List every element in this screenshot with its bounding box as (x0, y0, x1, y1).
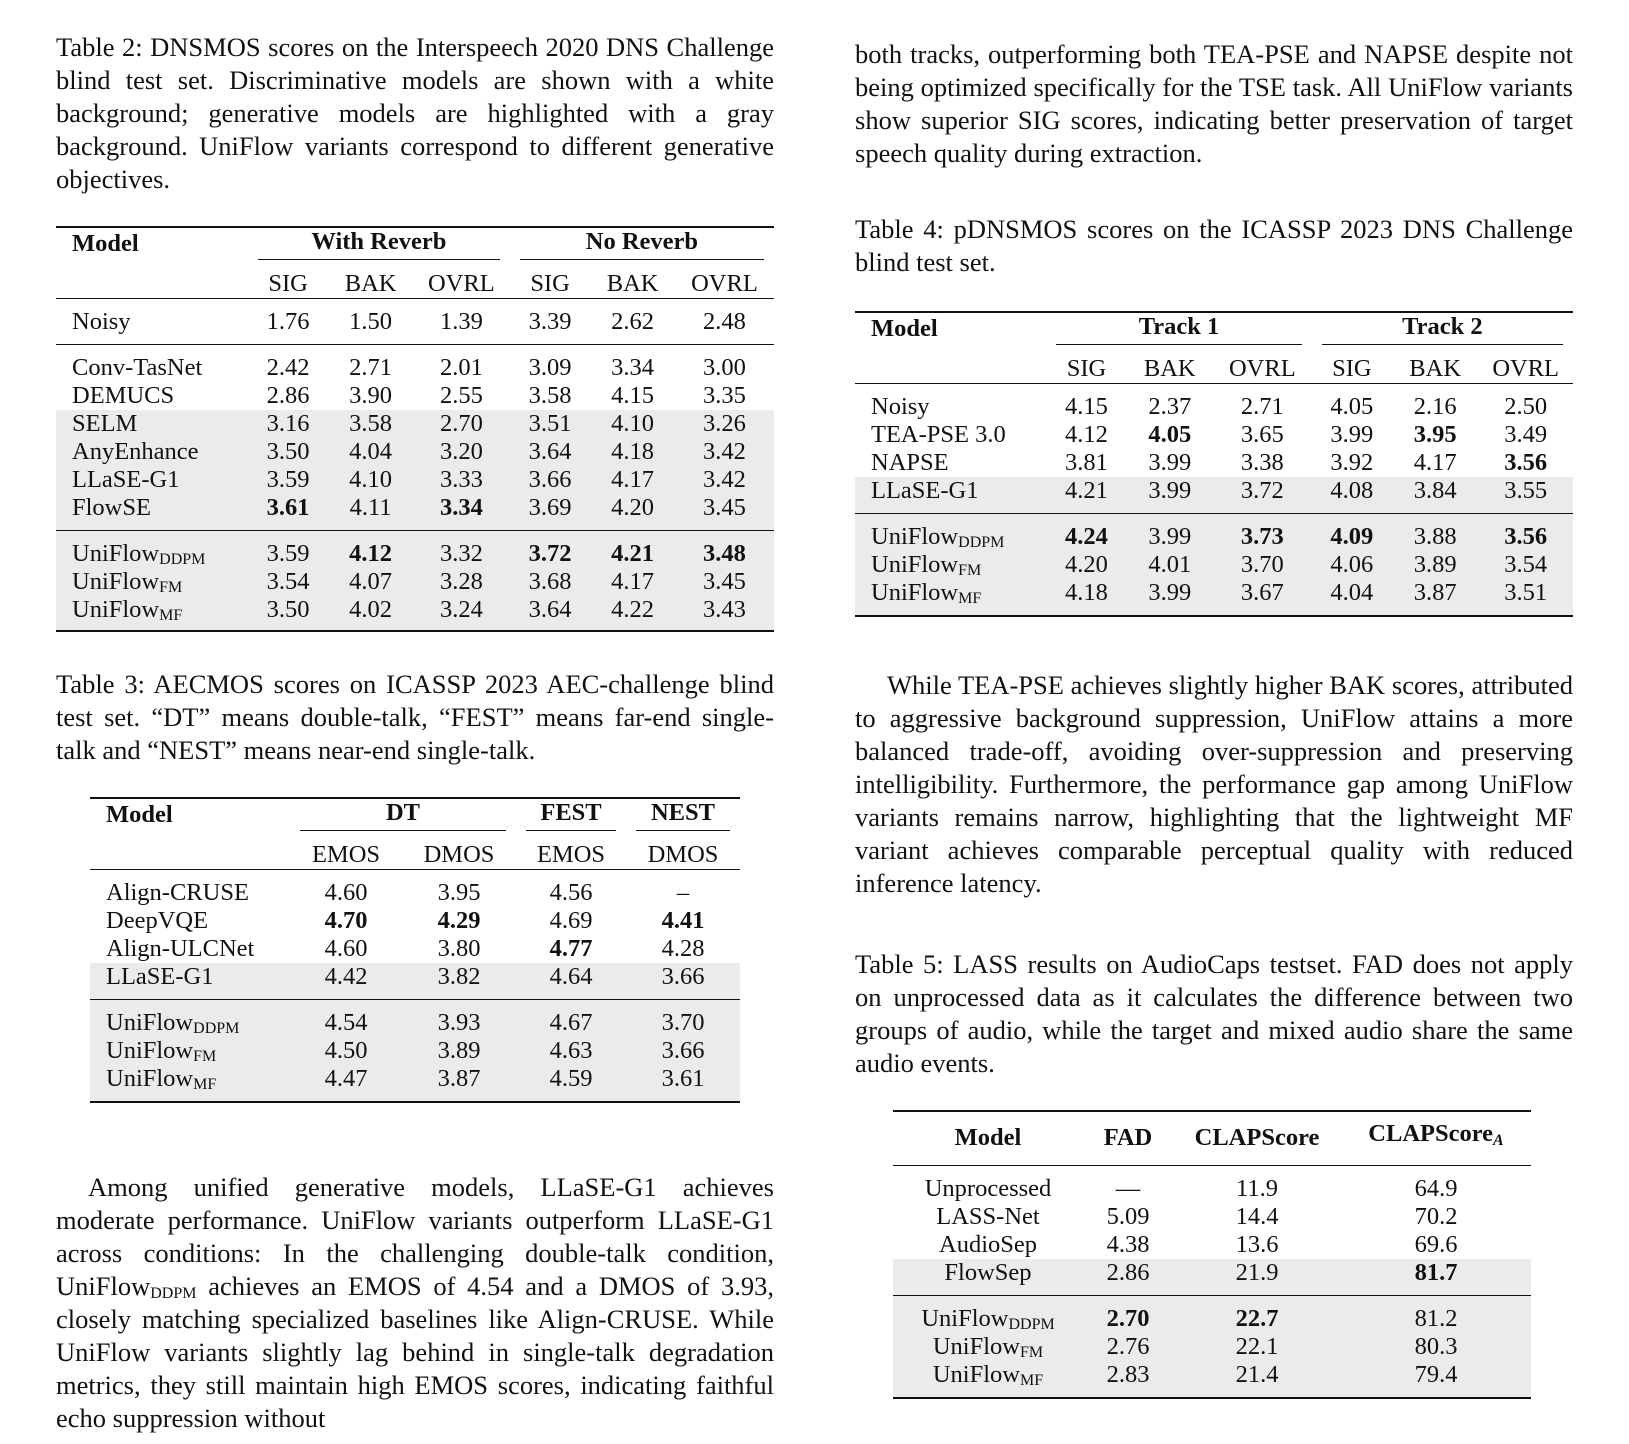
table-cell: 3.81 (1065, 449, 1108, 476)
table-cell: 4.22 (590, 596, 675, 631)
table-row (893, 1296, 1531, 1334)
table2-col-sig: SIG (268, 270, 308, 297)
table-cell: 70.2 (1414, 1203, 1458, 1230)
table-cell: 4.54 (290, 1000, 402, 1038)
table-cell: 3.24 (413, 596, 510, 631)
table2-group-with-reverb: With Reverb (248, 227, 510, 260)
table-cell: 64.9 (1414, 1175, 1458, 1202)
table-cell: 4.17 (590, 466, 675, 494)
table-cell: 4.18 (590, 438, 675, 466)
table-cell: 3.95 (437, 879, 481, 906)
table5-col-model: Model (954, 1123, 1022, 1151)
table-cell: 4.11 (328, 494, 413, 531)
table-cell: 69.6 (1414, 1231, 1458, 1258)
table-cell: 3.66 (510, 466, 590, 494)
table-cell: 4.77 (549, 935, 593, 962)
table-row (90, 1000, 740, 1038)
table2-col-bak: BAK (344, 270, 397, 297)
left-column (56, 0, 774, 1435)
table-cell: 3.67 (1213, 579, 1312, 616)
table-cell: 3.92 (1330, 449, 1374, 476)
table-cell: 3.34 (413, 494, 510, 531)
table-cell: 4.42 (290, 963, 402, 1000)
table-cell: 4.17 (590, 568, 675, 596)
table-row (56, 568, 774, 596)
model-name: AnyEnhance (56, 438, 248, 466)
table-cell: 3.28 (413, 568, 510, 596)
table-row (56, 299, 774, 345)
table-cell: 2.62 (611, 308, 655, 335)
table-row (855, 551, 1573, 579)
table-cell: 4.12 (1065, 421, 1108, 448)
table-cell: 3.90 (349, 382, 393, 409)
table-cell: 3.73 (1213, 514, 1312, 552)
table4-col-bak: BAK (1143, 355, 1196, 382)
table-cell: 2.70 (413, 410, 510, 438)
table-cell: 4.17 (1413, 449, 1457, 476)
table-cell: 3.35 (703, 382, 746, 409)
table4-col-model: Model (871, 315, 938, 342)
table-row (56, 382, 774, 410)
table-cell: 4.01 (1127, 551, 1213, 579)
table-cell: 2.76 (1083, 1333, 1173, 1361)
table-cell: 14.4 (1235, 1203, 1279, 1230)
table-cell: 4.05 (1148, 421, 1192, 448)
table-row (855, 449, 1573, 477)
table-row (90, 935, 740, 963)
table-cell: 3.56 (1504, 449, 1548, 476)
table-row (855, 514, 1573, 552)
table-cell: 3.51 (510, 410, 590, 438)
table5-caption: Table 5: LASS results on AudioCaps testset. FAD does not apply on unprocessed data as it calculates the difference between two groups of audio, while the target and mixed audio share the same audio events. (855, 949, 1573, 1078)
model-name: UniFlow$_{DDPM}$ (893, 1296, 1083, 1334)
model-name: Align-ULCNet (106, 935, 255, 962)
table-cell: 13.6 (1235, 1231, 1279, 1258)
model-name: Conv-TasNet (72, 354, 203, 381)
table4-group-track2: Track 2 (1312, 312, 1573, 345)
table-cell: 4.10 (328, 466, 413, 494)
table-cell: 3.48 (675, 531, 774, 569)
model-name: Noisy (871, 393, 930, 420)
table2-header-row-1 (56, 227, 774, 260)
table-cell: 3.42 (675, 466, 774, 494)
model-name: UniFlow$_{MF}$ (90, 1065, 290, 1102)
table-row (90, 870, 740, 908)
table-cell: 3.45 (675, 494, 774, 531)
table5-col-clapscore-a: CLAPScoreA (1368, 1120, 1504, 1149)
table2-caption: Table 2: DNSMOS scores on the Interspeech 2020 DNS Challenge blind test set. Discriminative models are shown with a white background; generative models are highlighted with a gray background. UniFlow variants correspond to different generative objectives. (56, 32, 774, 194)
model-name: UniFlow$_{FM}$ (90, 1037, 290, 1065)
table-cell: 3.20 (413, 438, 510, 466)
table-cell: 3.80 (437, 935, 481, 962)
table-row (893, 1203, 1531, 1231)
table-cell: 3.64 (510, 596, 590, 631)
model-name: UniFlow$_{MF}$ (855, 579, 1046, 616)
table-cell: 4.18 (1046, 579, 1126, 616)
table-cell: 3.54 (1478, 551, 1573, 579)
table3-group-fest: FEST (516, 798, 626, 831)
table-cell: 21.9 (1173, 1259, 1341, 1296)
table4-header-row-1 (855, 312, 1573, 345)
table-cell: 79.4 (1341, 1361, 1531, 1398)
right-body-top: both tracks, outperforming both TEA-PSE and NAPSE despite not being optimized specifically for the TSE task. All UniFlow variants show superior SIG scores, indicating better preservation of target speech quality during extraction. (855, 39, 1573, 168)
model-name: FlowSE (56, 494, 248, 531)
table2 (56, 226, 774, 632)
table4-header-row-2 (855, 345, 1573, 384)
table-cell: 2.55 (439, 382, 483, 409)
table-cell: 4.05 (1330, 393, 1374, 420)
table-row (855, 384, 1573, 422)
table-cell: 3.93 (402, 1000, 516, 1038)
table-row (90, 963, 740, 1000)
table4-col-ovrl-2: OVRL (1492, 355, 1560, 382)
model-name: Align-CRUSE (106, 879, 249, 906)
table-cell: 4.04 (1312, 579, 1392, 616)
table-cell: 4.69 (549, 907, 593, 934)
table3-col-emos-2: EMOS (536, 841, 606, 868)
table2-col-ovrl: OVRL (428, 270, 495, 297)
table-cell: 4.20 (590, 494, 675, 531)
table-cell: 3.59 (248, 531, 328, 569)
table-cell: 4.41 (661, 907, 705, 934)
model-name: DeepVQE (106, 907, 209, 934)
model-name: LLaSE-G1 (855, 477, 1046, 514)
model-name: LASS-Net (936, 1203, 1040, 1230)
table-cell: 4.04 (328, 438, 413, 466)
table-cell: 2.42 (266, 354, 310, 381)
table-cell: 4.02 (328, 596, 413, 631)
model-name: Unprocessed (924, 1175, 1052, 1202)
table-cell: 4.09 (1312, 514, 1392, 552)
model-name: UniFlow$_{DDPM}$ (56, 531, 248, 569)
table-row (893, 1259, 1531, 1296)
table-row (855, 477, 1573, 514)
table4-group-track1: Track 1 (1046, 312, 1311, 345)
table-cell: 3.99 (1127, 514, 1213, 552)
table3-header-row-1 (90, 798, 740, 831)
table-cell: 2.01 (439, 354, 483, 381)
table-cell: 2.16 (1413, 393, 1457, 420)
table-cell: 2.71 (1240, 393, 1284, 420)
table-cell: 2.86 (1083, 1259, 1173, 1296)
table-cell: 3.84 (1392, 477, 1478, 514)
table-cell: 2.37 (1148, 393, 1192, 420)
table-row (56, 531, 774, 569)
table-cell: 3.49 (1504, 421, 1548, 448)
table-cell: — (1115, 1175, 1141, 1202)
right-body-middle: While TEA-PSE achieves slightly higher BAK scores, attributed to aggressive background suppression, UniFlow attains a more balanced trade-off, avoiding over-suppression and preserving intelligibility. Furthermore, the performance gap among UniFlow variants remains narrow, highlighting that the lightweight MF variant achieves comparable perceptual quality with reduced inference latency. (855, 670, 1573, 898)
table-row (90, 907, 740, 935)
table-cell: 2.83 (1083, 1361, 1173, 1398)
table2-col-sig-2: SIG (530, 270, 570, 297)
table-row (893, 1166, 1531, 1204)
model-name: TEA-PSE 3.0 (871, 421, 1006, 448)
table-row (56, 438, 774, 466)
table-cell: 3.89 (402, 1037, 516, 1065)
table-cell: 4.63 (516, 1037, 626, 1065)
table-cell: 4.10 (590, 410, 675, 438)
table-cell: 81.7 (1341, 1259, 1531, 1296)
model-name: SELM (56, 410, 248, 438)
table-cell: 3.32 (413, 531, 510, 569)
table-cell: 2.86 (266, 382, 310, 409)
table-cell: 2.70 (1083, 1296, 1173, 1334)
table-cell: 3.34 (611, 354, 655, 381)
table-cell: 11.9 (1236, 1175, 1278, 1202)
model-name: AudioSep (939, 1231, 1037, 1258)
table-cell: 3.68 (510, 568, 590, 596)
table3-col-emos: EMOS (311, 841, 381, 868)
table-cell: 3.58 (328, 410, 413, 438)
table-cell: 4.15 (1065, 393, 1108, 420)
table-cell: 3.66 (626, 963, 740, 1000)
table-cell: 2.48 (703, 308, 746, 335)
table-cell: 3.00 (703, 354, 746, 381)
table-cell: 4.50 (290, 1037, 402, 1065)
table-cell: 22.1 (1173, 1333, 1341, 1361)
table-cell: 3.54 (248, 568, 328, 596)
table-cell: 3.65 (1240, 421, 1284, 448)
table-cell: 3.55 (1478, 477, 1573, 514)
table-cell: 4.12 (328, 531, 413, 569)
table-cell: – (676, 879, 690, 906)
table-cell: 3.99 (1330, 421, 1374, 448)
table-cell: 3.88 (1392, 514, 1478, 552)
table-cell: 4.67 (516, 1000, 626, 1038)
table3-col-model: Model (106, 801, 173, 828)
table-cell: 3.99 (1127, 477, 1213, 514)
table3-header-row-2 (90, 831, 740, 870)
table-cell: 21.4 (1173, 1361, 1341, 1398)
table2-header-row-2 (56, 260, 774, 299)
table3-caption: Table 3: AECMOS scores on ICASSP 2023 AEC-challenge blind test set. “DT” means double-talk, “FEST” means far-end single-talk and “NEST” means near-end single-talk. (56, 669, 774, 765)
model-name: UniFlow$_{DDPM}$ (855, 514, 1046, 552)
table-cell: 4.47 (290, 1065, 402, 1102)
table-cell: 4.64 (516, 963, 626, 1000)
table-cell: 3.70 (1213, 551, 1312, 579)
table-cell: 3.16 (248, 410, 328, 438)
model-name: UniFlow$_{DDPM}$ (90, 1000, 290, 1038)
table-cell: 4.08 (1312, 477, 1392, 514)
table-cell: 3.51 (1478, 579, 1573, 616)
table-cell: 3.56 (1478, 514, 1573, 552)
table-cell: 3.99 (1148, 449, 1192, 476)
model-name: Noisy (72, 308, 131, 335)
table-cell: 3.69 (510, 494, 590, 531)
table-cell: 3.43 (675, 596, 774, 631)
table-row (893, 1231, 1531, 1259)
table-row (56, 345, 774, 383)
table-cell: 3.72 (1213, 477, 1312, 514)
model-name: DEMUCS (72, 382, 175, 409)
table-cell: 3.33 (413, 466, 510, 494)
table-cell: 3.50 (248, 438, 328, 466)
table-cell: 4.06 (1312, 551, 1392, 579)
right-column (855, 0, 1573, 1399)
table-cell: 3.61 (248, 494, 328, 531)
table-cell: 4.59 (516, 1065, 626, 1102)
table-cell: 3.09 (528, 354, 572, 381)
table-row (56, 494, 774, 531)
table-cell: 4.60 (324, 935, 368, 962)
table-cell: 3.87 (1392, 579, 1478, 616)
table4-col-sig-2: SIG (1332, 355, 1372, 382)
table-row (90, 1065, 740, 1102)
table2-group-no-reverb: No Reverb (510, 227, 774, 260)
model-name: UniFlow$_{MF}$ (56, 596, 248, 631)
table-cell: 4.60 (324, 879, 368, 906)
table-row (56, 410, 774, 438)
table3-col-dmos: DMOS (423, 841, 495, 868)
table-row (893, 1361, 1531, 1398)
table-cell: 3.99 (1127, 579, 1213, 616)
table2-col-ovrl-2: OVRL (691, 270, 758, 297)
table-cell: 3.50 (248, 596, 328, 631)
table-cell: 3.82 (402, 963, 516, 1000)
table-cell: 4.24 (1046, 514, 1126, 552)
model-name: LLaSE-G1 (90, 963, 290, 1000)
table2-col-bak-2: BAK (606, 270, 659, 297)
table-cell: 3.61 (626, 1065, 740, 1102)
table-cell: 80.3 (1341, 1333, 1531, 1361)
model-name: FlowSep (893, 1259, 1083, 1296)
table-cell: 5.09 (1106, 1203, 1150, 1230)
table5-header-row (893, 1111, 1531, 1166)
table-row (90, 1037, 740, 1065)
model-name: UniFlow$_{FM}$ (855, 551, 1046, 579)
model-name: UniFlow$_{MF}$ (893, 1361, 1083, 1398)
model-name: NAPSE (871, 449, 949, 476)
table-cell: 4.15 (611, 382, 655, 409)
table-cell: 4.38 (1106, 1231, 1150, 1258)
table-cell: 3.95 (1413, 421, 1457, 448)
left-body-paragraph: Among unified generative models, LLaSE-G1 achieves moderate performance. UniFlow variants outperform LLaSE-G1 across conditions: In the challenging double-talk condition, UniFlow$_{DDPM}$ achieves an EMOS of 4.54 and a DMOS of 3.93, closely matching specialized baselines like Align-CRUSE. While UniFlow variants slightly lag behind in single-talk degradation metrics, they still maintain high EMOS scores, indicating faithful echo suppression without (56, 1172, 774, 1433)
table-row (56, 596, 774, 631)
model-name: UniFlow$_{FM}$ (56, 568, 248, 596)
table3 (90, 797, 740, 1103)
table-cell: 3.72 (510, 531, 590, 569)
table-cell: 4.70 (324, 907, 368, 934)
table4 (855, 311, 1573, 617)
table5-col-fad: FAD (1103, 1123, 1153, 1151)
table3-col-dmos-2: DMOS (647, 841, 719, 868)
table-cell: 3.39 (528, 308, 572, 335)
table4-col-ovrl: OVRL (1228, 355, 1296, 382)
table-cell: 3.58 (528, 382, 572, 409)
model-name: UniFlow$_{FM}$ (893, 1333, 1083, 1361)
table-cell: 22.7 (1173, 1296, 1341, 1334)
table-cell: 4.21 (590, 531, 675, 569)
table-cell: 1.50 (349, 308, 393, 335)
table-cell: 3.89 (1392, 551, 1478, 579)
table-cell: 1.76 (266, 308, 310, 335)
table5-col-clapscore: CLAPScore (1194, 1123, 1320, 1151)
table-row (855, 421, 1573, 449)
table-cell: 3.59 (248, 466, 328, 494)
table-cell: 4.29 (437, 907, 481, 934)
table5 (893, 1110, 1531, 1399)
table-cell: 1.39 (439, 308, 483, 335)
table3-group-nest: NEST (626, 798, 740, 831)
table-cell: 4.28 (661, 935, 705, 962)
table-cell: 3.45 (675, 568, 774, 596)
table4-col-bak-2: BAK (1409, 355, 1462, 382)
table-cell: 3.42 (675, 438, 774, 466)
table-cell: 3.87 (402, 1065, 516, 1102)
table-cell: 3.66 (626, 1037, 740, 1065)
table4-col-sig: SIG (1066, 355, 1107, 382)
table-cell: 3.64 (510, 438, 590, 466)
table-cell: 4.21 (1046, 477, 1126, 514)
table-row (893, 1333, 1531, 1361)
table-cell: 4.20 (1046, 551, 1126, 579)
table4-caption: Table 4: pDNSMOS scores on the ICASSP 2023 DNS Challenge blind test set. (855, 214, 1573, 277)
table3-group-dt: DT (290, 798, 516, 831)
table-row (855, 579, 1573, 616)
table-cell: 4.07 (328, 568, 413, 596)
table-cell: 3.38 (1240, 449, 1284, 476)
model-name: LLaSE-G1 (56, 466, 248, 494)
table-cell: 2.50 (1504, 393, 1548, 420)
table-row (56, 466, 774, 494)
table2-col-model: Model (72, 230, 139, 257)
table-cell: 81.2 (1341, 1296, 1531, 1334)
table-cell: 3.26 (675, 410, 774, 438)
table-cell: 3.70 (626, 1000, 740, 1038)
table-cell: 4.56 (549, 879, 593, 906)
table-cell: 2.71 (349, 354, 393, 381)
